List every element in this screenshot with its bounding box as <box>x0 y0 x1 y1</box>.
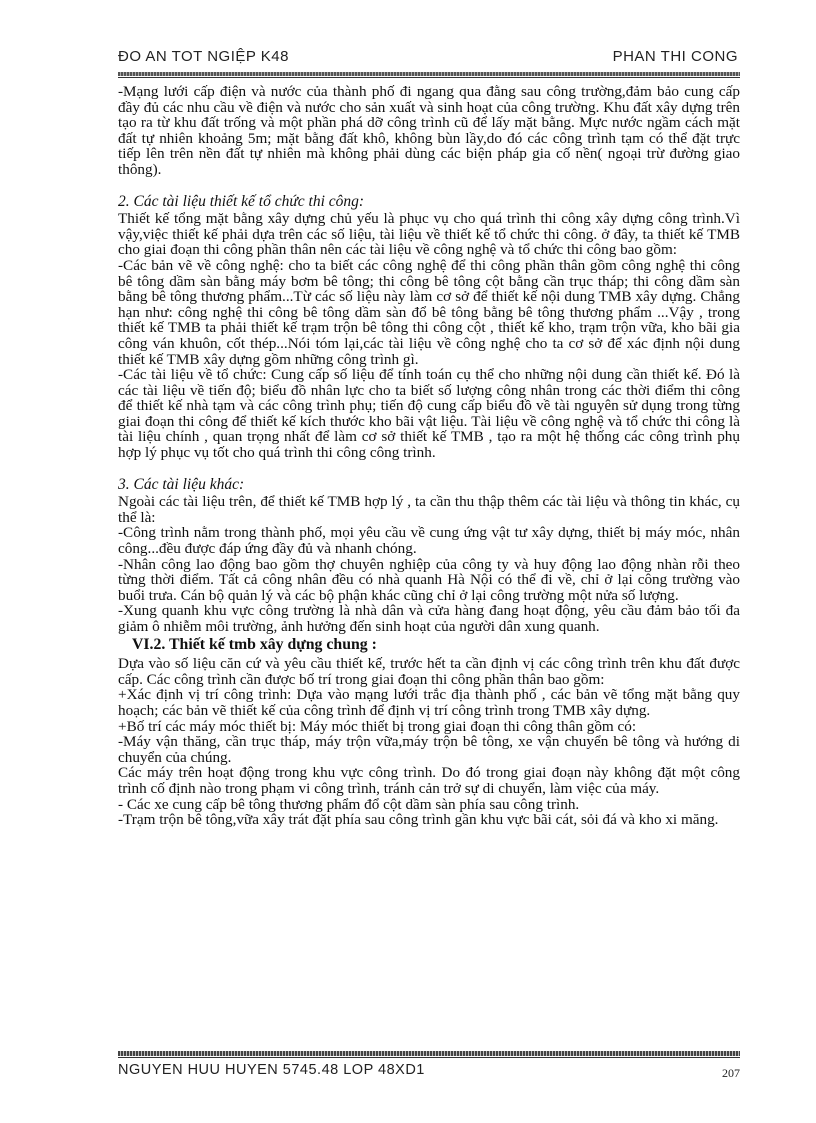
paragraph: -Máy vận thăng, cần trục tháp, máy trộn vữa,máy trộn bê tông, xe vận chuyển bê tông và hướng di chuyển của chúng. <box>118 733 740 766</box>
paragraph: Các máy trên hoạt động trong khu vực công trình. Do đó trong giai đoạn này không đặt một công trình cố định nào trong phạm vi công trình, tránh cản trở sự di chuyển, làm việc của máy. <box>118 764 740 797</box>
paragraph: Thiết kế tổng mặt bằng xây dựng chủ yếu là phục vụ cho quá trình thi công xây dựng công trình.Vì vậy,việc thiết kế phải dựa trên các số liệu, tài liệu về thiết kế tổ chức thi công. ở đây, ta thiết kế TMB cho giai đoạn thi công phần thân nên các tài liệu về công nghệ và tổ chức thi công bao gồm: <box>118 210 740 259</box>
paragraph: -Công trình nằm trong thành phố, mọi yêu cầu về cung ứng vật tư xây dựng, thiết bị máy móc, nhân công...đều được đáp ứng đầy đủ và nhanh chóng. <box>118 524 740 558</box>
header-title: ĐO AN TOT NGIỆP K48 <box>118 48 289 65</box>
body-text <box>118 84 740 828</box>
paragraph: - Các xe cung cấp bê tông thương phẩm đổ cột dầm sàn phía sau công trình. <box>118 795 580 813</box>
section-heading: VI.2. Thiết kế tmb xây dựng chung : <box>132 635 377 653</box>
paragraph: -Các tài liệu về tổ chức: Cung cấp số liệu để tính toán cụ thể cho những nội dung cần thiết kế. Đó là các tài liệu về tiến độ; biểu đồ nhân lực cho ta biết số lượng công nhân trong các thời điểm thi công để thiết kế nhà tạm và các công trình phụ; tiến độ cung cấp biểu đồ về tài nguyên sử dụng trong từng giai đoạn thi công để thiết kế kích thước kho bãi vật liệu. Tài liệu về công nghệ và tổ chức thi công là tài liệu chính , quan trọng nhất để làm cơ sở thiết kế TMB , tạo ra một hệ thống các công trình phụ hợp lý phục vụ tốt cho quá trình thi công công trình. <box>118 366 740 462</box>
page-number: 207 <box>722 1066 740 1080</box>
paragraph: -Mạng lưới cấp điện và nước của thành phố đi ngang qua đằng sau công trường,đảm bảo cung cấp đầy đủ các nhu cầu về điện và nước cho sản xuất và sinh hoạt của công trường. Khu đất xây dựng trên tạo ra từ khu đất trống và một phần phá dỡ công trình cũ để lấy mặt bằng. Mực nước ngầm cách mặt đất tự nhiên khoảng 5m; mặt bằng đất khô, không bùn lầy,do đó các công trình tạm có thể đặt trực tiếp lên trên nền đất tự nhiên mà không phải dùng các biện pháp gia cố nền( ngoại trừ đường giao thông). <box>118 83 740 178</box>
paragraph: -Xung quanh khu vực công trường là nhà dân và cửa hàng đang hoạt động, yêu cầu đảm bảo tối đa giảm ô nhiễm môi trường, ảnh hưởng đến sinh hoạt của người dân xung quanh. <box>118 602 740 635</box>
paragraph: +Bố trí các máy móc thiết bị: Máy móc thiết bị trong giai đoạn thi công thân gồm có: <box>118 717 637 735</box>
paragraph: Dựa vào số liệu căn cứ và yêu cầu thiết kế, trước hết ta cần định vị các công trình trên khu đất được cấp. Các công trình cần được bố trí trong giai đoạn thi công phần thân bao gồm: <box>118 655 740 688</box>
paragraph: Ngoài các tài liệu trên, để thiết kế TMB hợp lý , ta cần thu thập thêm các tài liệu và thông tin khác, cụ thể là: <box>118 493 740 526</box>
paragraph: +Xác định vị trí công trình: Dựa vào mạng lưới trắc địa thành phố , các bản vẽ tổng mặt bằng quy hoạch; các bản vẽ thiết kế của công trình để định vị trí công trình trong TMB xây dựng. <box>118 686 740 719</box>
footer-author: NGUYEN HUU HUYEN 5745.48 LOP 48XD1 <box>118 1062 425 1078</box>
header-rule <box>118 72 740 76</box>
paragraph: -Các bản vẽ về công nghệ: cho ta biết các công nghệ để thi công phần thân gồm công nghệ thi công bê tông dầm sàn bằng máy bơm bê tông; thi công bê tông cột bằng cần trục tháp; thi công dầm sàn bằng bê tông thương phẩm...Từ các số liệu này làm cơ sở để thiết kế nội dung TMB xây dựng. Chẳng hạn như: công nghệ thi công bê tông dầm sàn đổ bê tông bằng bê tông thương phẩm ...Vậy , trong thiết kế TMB ta phải thiết kế trạm trộn bê tông thi công cột , thiết kế kho, trạm trộn vữa, kho bãi gia công ván khuôn, cốt thép...Nói tóm lại,các tài liệu về công nghệ cho ta cơ sở để xác định nội dung thiết kế TMB xây dựng gồm những công trình gì. <box>118 256 740 368</box>
header-rule-thin <box>118 77 740 78</box>
header-section: PHAN THI CONG <box>612 48 738 65</box>
page-header <box>118 46 738 70</box>
paragraph: -Trạm trộn bê tông,vữa xây trát đặt phía sau công trình gần khu vực bãi cát, sỏi đá và kho xi măng. <box>118 811 719 829</box>
section-title-3: 3. Các tài liệu khác: <box>118 475 245 493</box>
footer-rule-thin <box>118 1057 740 1058</box>
section-title-2: 2. Các tài liệu thiết kế tổ chức thi công: <box>118 192 365 210</box>
page-footer <box>118 1060 740 1082</box>
footer-rule <box>118 1051 740 1056</box>
paragraph: -Nhân công lao động bao gồm thợ chuyên nghiệp của công ty và huy động lao động nhàn rỗi theo từng thời điểm. Tất cả công nhân đều có nhà quanh Hà Nội có thể đi về, chỉ ở lại công trường vào buổi trưa. Cán bộ quản lý và các bộ phận khác cũng chỉ ở lại công trường một nửa số lượng. <box>118 555 740 604</box>
